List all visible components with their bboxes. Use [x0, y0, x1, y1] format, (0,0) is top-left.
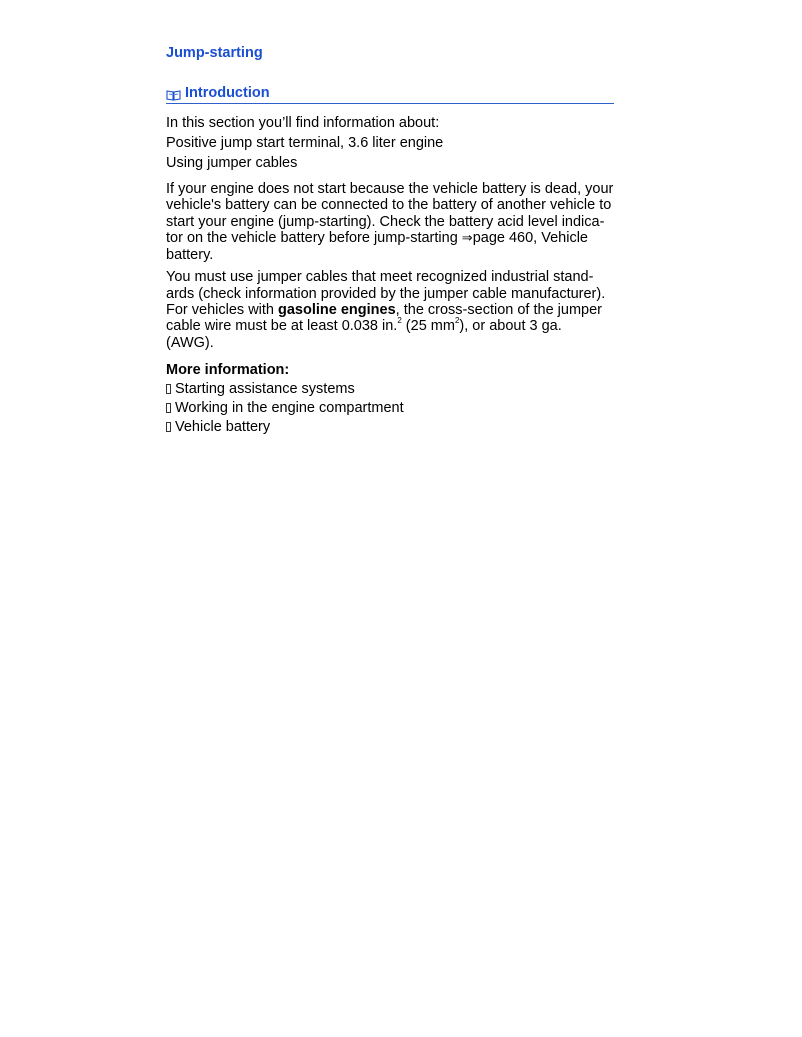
para1-line: vehicle's battery can be connected to the battery of another vehicle to — [166, 197, 612, 214]
para2-text: cable wire must be at least 0.038 in. — [166, 318, 398, 335]
para2-line: (AWG). — [166, 334, 214, 351]
para2-line — [166, 302, 614, 318]
list-item[interactable] — [166, 418, 614, 437]
para1-text: tor on the vehicle battery before jump-starting — [166, 229, 462, 246]
emphasis-gasoline: gasoline engines — [278, 302, 396, 319]
para1-line: start your engine (jump-starting). Check the battery acid level indica- — [166, 213, 605, 230]
topic-item[interactable]: Using jumper cables — [166, 155, 298, 171]
page-reference-link[interactable]: page 460, Vehicle — [472, 229, 588, 246]
box-bullet-icon — [166, 403, 171, 413]
book-icon — [166, 88, 181, 100]
para2-text: For vehicles with — [166, 302, 279, 319]
paragraph-cables — [166, 269, 614, 350]
box-bullet-icon — [166, 422, 171, 432]
para2-line: You must use jumper cables that meet recognized industrial stand- — [166, 269, 594, 286]
arrow-right-icon: ⇒ — [461, 230, 473, 246]
para2-line: ards (check information provided by the jumper cable manufacturer). — [166, 285, 606, 302]
para2-text: , the cross-section of the jumper — [395, 302, 602, 319]
para1-line: If your engine does not start because the vehicle battery is dead, your — [166, 181, 614, 197]
intro-block — [166, 113, 614, 173]
superscript: 2 — [454, 315, 460, 325]
more-info-heading: More information: — [166, 361, 290, 378]
list-item-label: Vehicle battery — [175, 418, 271, 435]
para1-line: battery. — [166, 247, 214, 264]
list-item[interactable] — [166, 380, 614, 399]
box-bullet-icon — [166, 384, 171, 394]
para2-text: ), or about 3 ga. — [459, 318, 562, 335]
paragraph-battery — [166, 181, 614, 263]
intro-label: In this section you’ll find information about: — [166, 115, 440, 131]
chapter-title: Jump-starting — [166, 45, 263, 61]
list-item-label: Starting assistance systems — [175, 380, 355, 397]
superscript: 2 — [397, 315, 402, 325]
document-page — [166, 44, 614, 437]
section-title: Introduction — [185, 85, 270, 101]
para1-line — [166, 230, 614, 247]
para2-line — [166, 315, 614, 335]
topic-item[interactable]: Positive jump start terminal, 3.6 liter engine — [166, 135, 444, 151]
list-item-label: Working in the engine compartment — [175, 399, 404, 416]
more-info-list — [166, 380, 614, 437]
list-item[interactable] — [166, 399, 614, 418]
section-header — [166, 84, 614, 104]
para2-text: (25 mm — [401, 318, 455, 335]
